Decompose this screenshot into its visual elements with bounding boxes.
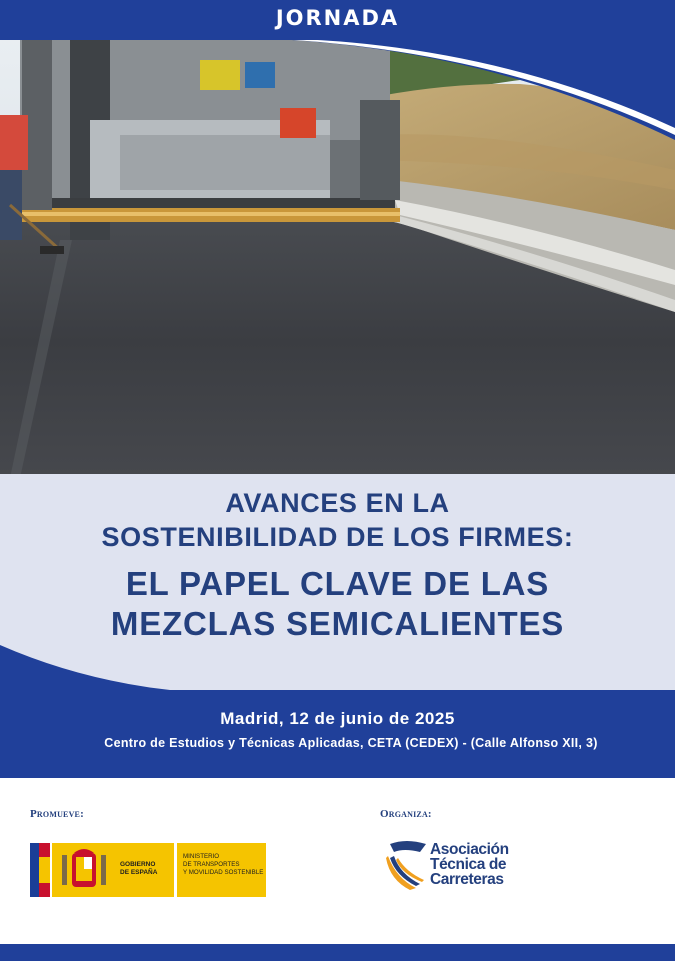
atc-emblem-icon (386, 838, 434, 894)
title-line-3: EL PAPEL CLAVE DE LAS (125, 565, 550, 602)
gobierno-name (116, 843, 174, 897)
ministry-line-1: MINISTERIO (183, 853, 220, 860)
flag-icon (30, 843, 50, 897)
atc-line-2: Técnica de (430, 856, 507, 873)
ministry-line-3: Y MOVILIDAD SOSTENIBLE (183, 868, 264, 876)
ministry-name (177, 843, 266, 897)
atc-name (430, 842, 509, 887)
title-line-2: SOSTENIBILIDAD DE LOS FIRMES: (101, 522, 574, 552)
title-line-4: MEZCLAS SEMICALIENTES (110, 605, 565, 642)
footer-band (0, 944, 675, 961)
organiza-label: Organiza: (380, 808, 432, 820)
title-line-1: AVANCES EN LA (225, 488, 450, 518)
atc-logo (386, 838, 526, 894)
event-date: Madrid, 12 de junio de 2025 (220, 709, 455, 728)
coat-of-arms-icon (52, 843, 116, 897)
gobierno-logo (30, 843, 266, 897)
ministry-line-2: DE TRANSPORTES (183, 860, 240, 868)
atc-line-3: Carreteras (430, 871, 504, 888)
atc-line-1: Asociación (430, 841, 509, 858)
gov-name-line-2: DE ESPAÑA (120, 869, 158, 876)
header-label: JORNADA (275, 6, 400, 30)
event-venue: Centro de Estudios y Técnicas Aplicadas, CETA (CEDEX) - (Calle Alfonso XII, 3) (104, 736, 598, 750)
promueve-label: Promueve: (30, 808, 84, 820)
gov-name-line-1: GOBIERNO (120, 861, 156, 868)
event-title (0, 486, 675, 644)
